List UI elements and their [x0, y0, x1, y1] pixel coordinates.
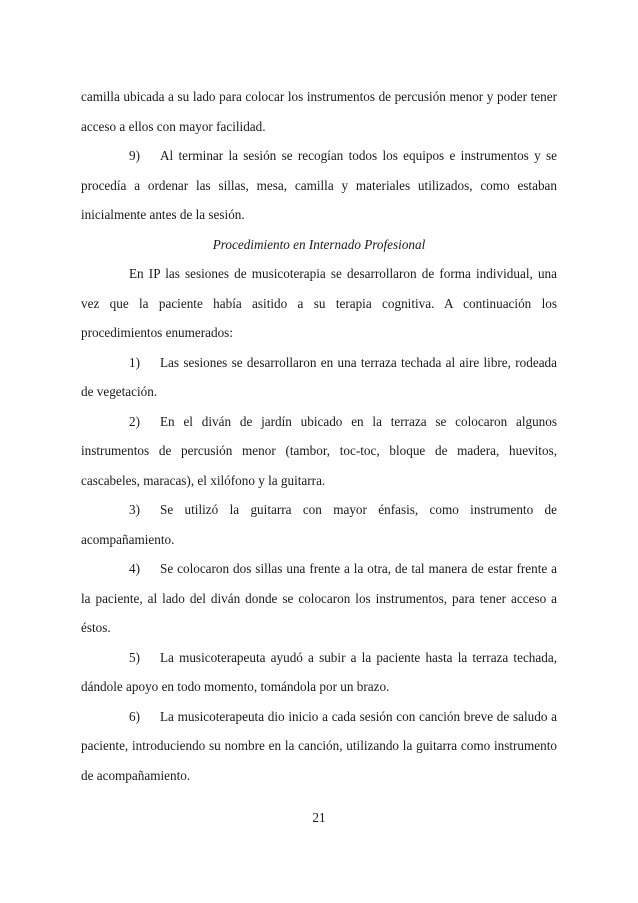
- list-number: 4): [129, 561, 140, 576]
- list-number: 5): [129, 649, 140, 665]
- list-item-9: [81, 141, 557, 230]
- body-text: [81, 82, 557, 790]
- list-item-text: La musicoterapeuta dio inicio a cada sesión con canción breve de saludo a paciente, introduciendo su nombre en la canción, utilizando la guitarra como instrumento de acompañamiento.: [81, 708, 557, 783]
- intro-paragraph: En IP las sesiones de musicoterapia se desarrollaron de forma individual, una vez que la paciente había asitido a su terapia cognitiva. A continuación los procedimientos enumerados:: [81, 266, 557, 340]
- list-item-5: [81, 643, 557, 702]
- list-item-1: [81, 348, 557, 407]
- list-item-4: [81, 554, 557, 643]
- list-item-text: La musicoterapeuta ayudó a subir a la paciente hasta la terraza techada, dándole apoyo en todo momento, tomándola por un brazo.: [81, 649, 557, 694]
- list-number: 9): [129, 148, 140, 163]
- page-number: 21: [312, 810, 326, 825]
- list-item-6: [81, 702, 557, 791]
- list-item-text: Se colocaron dos sillas una frente a la otra, de tal manera de estar frente a la paciente, al lado del diván donde se colocaron los instrumentos, para tener acceso a éstos.: [81, 561, 557, 635]
- list-number: 6): [129, 708, 140, 724]
- list-item-text: Las sesiones se desarrollaron en una terraza techada al aire libre, rodeada de vegetación.: [81, 354, 557, 399]
- list-number: 1): [129, 354, 140, 370]
- list-number: 3): [129, 502, 140, 517]
- list-number: 2): [129, 413, 140, 429]
- list-item-3: [81, 495, 557, 554]
- list-item-2: [81, 407, 557, 496]
- list-item-text: Al terminar la sesión se recogían todos los equipos e instrumentos y se procedía a ordenar las sillas, mesa, camilla y materiales utilizados, como estaban inicialmente antes de la sesión.: [81, 148, 557, 222]
- section-heading: Procedimiento en Internado Profesional: [212, 236, 426, 252]
- list-item-text: En el diván de jardín ubicado en la terraza se colocaron algunos instrumentos de percusión menor (tambor, toc-toc, bloque de madera, huevitos, cascabeles, maracas), el xilófono y la guitarra.: [81, 413, 557, 488]
- list-item-text: Se utilizó la guitarra con mayor énfasis, como instrumento de acompañamiento.: [81, 502, 557, 547]
- paragraph-continuation: camilla ubicada a su lado para colocar los instrumentos de percusión menor y poder tener acceso a ellos con mayor facilidad.: [81, 89, 557, 134]
